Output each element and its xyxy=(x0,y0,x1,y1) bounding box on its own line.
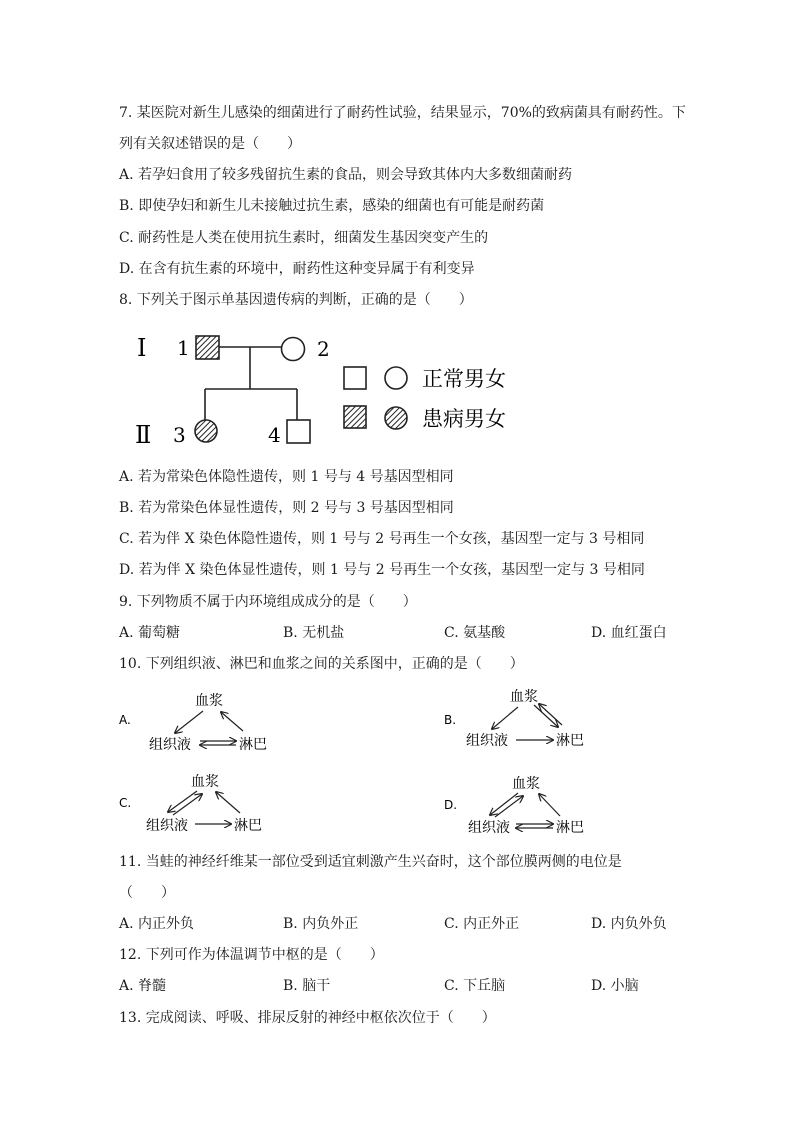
q10-label-c: C. xyxy=(119,796,132,810)
individual-1-number: 1 xyxy=(177,336,190,360)
q12-option-b: B. 脑干 xyxy=(283,978,331,994)
gen-1-label: I xyxy=(137,334,147,362)
q7-option-c: C. 耐药性是人类在使用抗生素时，细菌发生基因突变产生的 xyxy=(119,230,489,246)
q11-option-d: D. 内负外负 xyxy=(591,916,667,932)
legend-affected-male-symbol xyxy=(344,406,366,428)
q9-option-d: D. 血红蛋白 xyxy=(591,625,667,641)
individual-2-number: 2 xyxy=(317,337,330,361)
q7-option-b: B. 即使孕妇和新生儿未接触过抗生素，感染的细菌也有可能是耐药菌 xyxy=(119,198,545,214)
legend-normal-male-symbol xyxy=(344,367,366,389)
q11-option-b: B. 内负外正 xyxy=(283,916,359,932)
q8-option-d: D. 若为伴 X 染色体显性遗传，则 1 号与 2 号再生一个女孩，基因型一定与 3 号相同 xyxy=(119,562,645,578)
q7-option-a: A. 若孕妇食用了较多残留抗生素的食品，则会导致其体内大多数细菌耐药 xyxy=(119,167,573,183)
legend-affected-female-symbol xyxy=(385,407,407,429)
q10-c-plasma: 血浆 xyxy=(191,774,219,790)
q10-d-tissue: 组织液 xyxy=(468,820,510,836)
q7-stem-line1: 7. 某医院对新生儿感染的细菌进行了耐药性试验，结果显示，70%的致病菌具有耐药性。下 xyxy=(119,105,686,121)
legend-affected-label: 患病男女 xyxy=(422,407,506,431)
q7-stem-line2: 列有关叙述错误的是（ ） xyxy=(119,136,301,152)
q12-stem: 12. 下列可作为体温调节中枢的是（ ） xyxy=(119,947,384,963)
q10-diagram-c xyxy=(119,768,299,840)
q11-option-a: A. 内正外负 xyxy=(119,916,195,932)
q10-diagram-b xyxy=(444,685,624,757)
q8-option-c: C. 若为伴 X 染色体隐性遗传，则 1 号与 2 号再生一个女孩，基因型一定与 3 号相同 xyxy=(119,531,645,547)
q12-option-c: C. 下丘脑 xyxy=(444,978,506,994)
q10-d-lymph: 淋巴 xyxy=(556,820,584,836)
q10-b-lymph: 淋巴 xyxy=(556,733,584,749)
pedigree-diagram xyxy=(125,325,525,455)
q10-label-b: B. xyxy=(444,713,457,727)
q9-stem: 9. 下列物质不属于内环境组成成分的是（ ） xyxy=(119,594,417,610)
q10-c-lymph: 淋巴 xyxy=(234,818,262,834)
q8-stem: 8. 下列关于图示单基因遗传病的判断，正确的是（ ） xyxy=(119,292,473,308)
q10-b-tissue: 组织液 xyxy=(466,733,508,749)
q10-stem: 10. 下列组织液、淋巴和血浆之间的关系图中，正确的是（ ） xyxy=(119,656,524,672)
individual-2-normal-female xyxy=(282,338,305,361)
q7-option-d: D. 在含有抗生素的环境中，耐药性这种变异属于有利变异 xyxy=(119,261,475,277)
q10-a-lymph: 淋巴 xyxy=(239,737,267,753)
q12-option-d: D. 小脑 xyxy=(591,978,639,994)
individual-4-number: 4 xyxy=(268,423,281,447)
q13-stem: 13. 完成阅读、呼吸、排尿反射的神经中枢依次位于（ ） xyxy=(119,1010,496,1026)
q10-d-plasma: 血浆 xyxy=(512,776,540,792)
q10-c-tissue: 组织液 xyxy=(146,818,188,834)
individual-3-number: 3 xyxy=(173,423,186,447)
q9-option-b: B. 无机盐 xyxy=(283,625,345,641)
q10-label-d: D. xyxy=(444,798,458,812)
q8-option-b: B. 若为常染色体显性遗传，则 2 号与 3 号基因型相同 xyxy=(119,500,454,516)
q11-stem-line2: （ ） xyxy=(119,885,175,901)
legend-normal-label: 正常男女 xyxy=(422,367,506,391)
q10-diagram-a xyxy=(119,687,299,759)
q11-option-c: C. 内正外正 xyxy=(444,916,520,932)
q10-label-a: A. xyxy=(119,713,131,727)
individual-3-affected-female xyxy=(195,420,217,442)
q10-a-tissue: 组织液 xyxy=(149,737,191,753)
q8-option-a: A. 若为常染色体隐性遗传，则 1 号与 4 号基因型相同 xyxy=(119,469,454,485)
gen-2-label: Ⅱ xyxy=(135,421,152,449)
q12-option-a: A. 脊髓 xyxy=(119,978,167,994)
q10-b-plasma: 血浆 xyxy=(510,689,538,705)
q11-stem-line1: 11. 当蛙的神经纤维某一部位受到适宜刺激产生兴奋时，这个部位膜两侧的电位是 xyxy=(119,854,622,870)
q10-a-plasma: 血浆 xyxy=(195,693,223,709)
individual-1-affected-male xyxy=(196,336,219,359)
legend-normal-female-symbol xyxy=(385,367,407,389)
q9-option-c: C. 氨基酸 xyxy=(444,625,506,641)
q9-option-a: A. 葡萄糖 xyxy=(119,625,181,641)
individual-4-normal-male xyxy=(287,420,310,443)
q10-diagram-d xyxy=(444,770,624,842)
